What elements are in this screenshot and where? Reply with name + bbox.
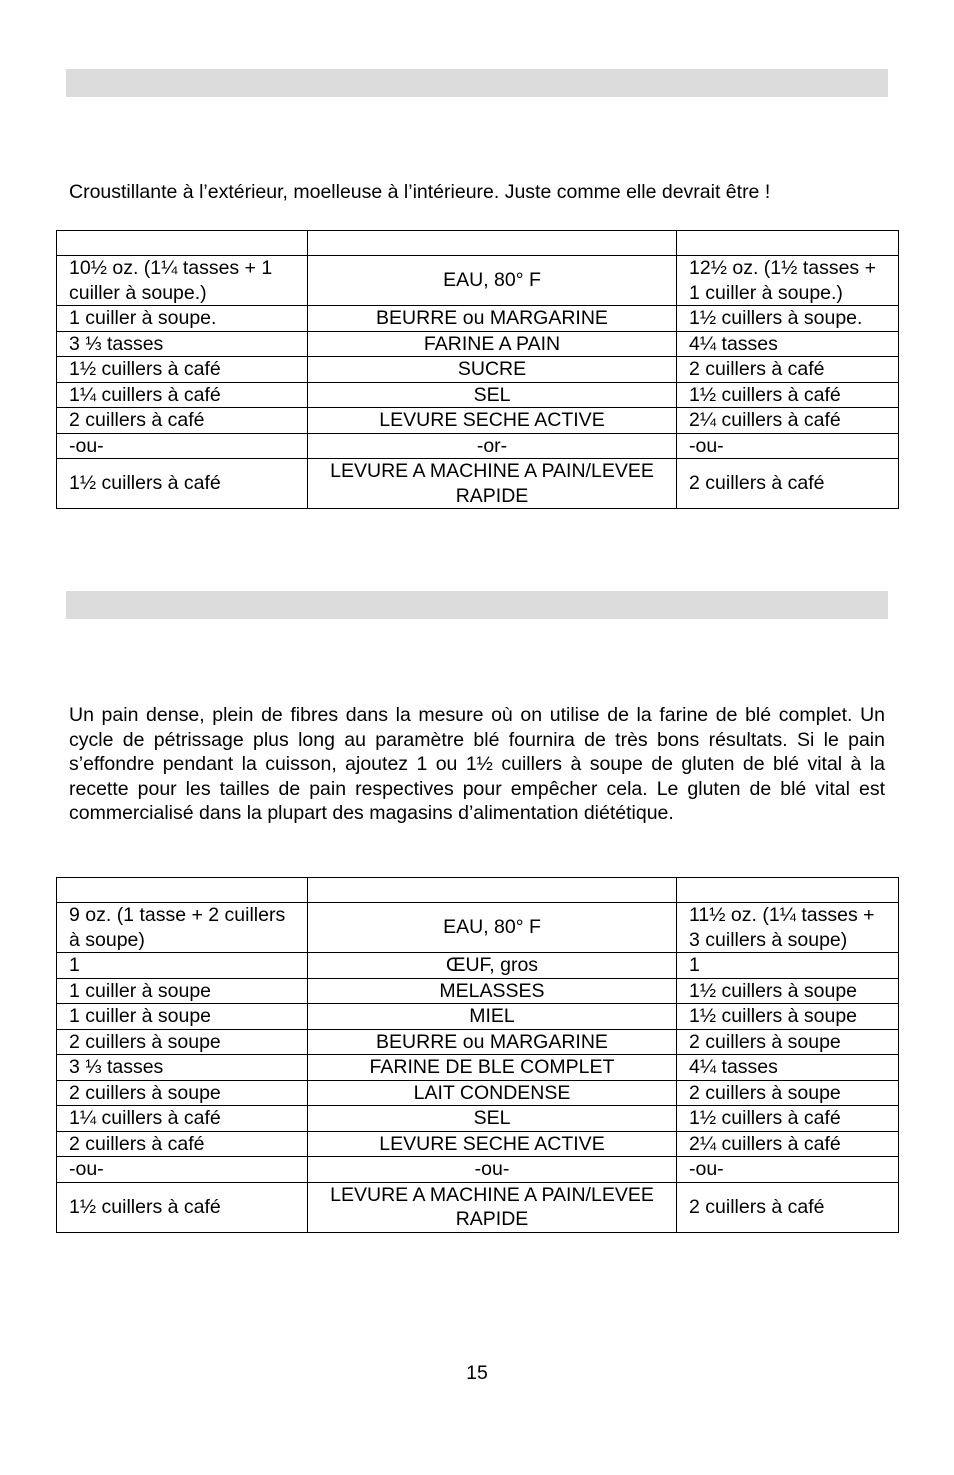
small-loaf-qty: 1½ cuillers à café — [57, 459, 308, 509]
large-loaf-qty: 12½ oz. (1½ tasses + 1 cuiller à soupe.) — [677, 256, 899, 306]
ingredient-name: LAIT CONDENSE — [308, 1080, 677, 1106]
small-loaf-qty: 1¼ cuillers à café — [57, 382, 308, 408]
header-cell-large — [677, 878, 899, 903]
large-loaf-qty: -ou- — [677, 433, 899, 459]
large-loaf-qty: 1½ cuillers à soupe. — [677, 306, 899, 332]
recipe-1-intro: Croustillante à l’extérieur, moelleuse à l’intérieure. Juste comme elle devrait être ! — [69, 181, 771, 203]
header-cell-large — [677, 231, 899, 256]
table-row — [57, 408, 899, 434]
table-row — [57, 953, 899, 979]
table-row — [57, 433, 899, 459]
ingredient-name: LEVURE A MACHINE A PAIN/LEVEE RAPIDE — [308, 1182, 677, 1232]
table-row — [57, 382, 899, 408]
small-loaf-qty: 1 — [57, 953, 308, 979]
table-row — [57, 1157, 899, 1183]
large-loaf-qty: 4¼ tasses — [677, 331, 899, 357]
small-loaf-qty: 1 cuiller à soupe. — [57, 306, 308, 332]
small-loaf-qty: 3 ⅓ tasses — [57, 1055, 308, 1081]
table-row — [57, 903, 899, 953]
ingredient-name: -ou- — [308, 1157, 677, 1183]
table-row — [57, 1055, 899, 1081]
table-row — [57, 256, 899, 306]
section-title-band-2 — [66, 591, 888, 619]
ingredient-name: MIEL — [308, 1004, 677, 1030]
large-loaf-qty: 1½ cuillers à café — [677, 382, 899, 408]
ingredient-name: BEURRE ou MARGARINE — [308, 306, 677, 332]
table-row — [57, 978, 899, 1004]
small-loaf-qty: 2 cuillers à soupe — [57, 1080, 308, 1106]
ingredient-name: FARINE DE BLE COMPLET — [308, 1055, 677, 1081]
ingredient-name: LEVURE SECHE ACTIVE — [308, 408, 677, 434]
small-loaf-qty: 2 cuillers à soupe — [57, 1029, 308, 1055]
large-loaf-qty: 1½ cuillers à soupe — [677, 978, 899, 1004]
table-row — [57, 306, 899, 332]
header-cell-ingredient — [308, 231, 677, 256]
ingredient-name: SEL — [308, 1106, 677, 1132]
table-row — [57, 1080, 899, 1106]
small-loaf-qty: 1 cuiller à soupe — [57, 1004, 308, 1030]
header-cell-small — [57, 878, 308, 903]
ingredient-name: SUCRE — [308, 357, 677, 383]
large-loaf-qty: 2 cuillers à soupe — [677, 1029, 899, 1055]
small-loaf-qty: 10½ oz. (1¼ tasses + 1 cuiller à soupe.) — [57, 256, 308, 306]
recipe-2-ingredient-table — [56, 877, 899, 1233]
ingredient-name: LEVURE A MACHINE A PAIN/LEVEE RAPIDE — [308, 459, 677, 509]
table-header-row — [57, 878, 899, 903]
large-loaf-qty: 2¼ cuillers à café — [677, 408, 899, 434]
recipe-2-intro: Un pain dense, plein de fibres dans la mesure où on utilise de la farine de blé complet. Un cycle de pétrissage plus long au paramètre blé fournira de très bons résultats. Si le pain s’effondre pendant la cuisson, ajoutez 1 ou 1½ cuillers à soupe de gluten de blé vital à la recette pour les tailles de pain respectives pour empêcher cela. Le gluten de blé vital est commercialisé dans la plupart des magasins d’alimentation diététique. — [69, 704, 885, 824]
ingredient-name: EAU, 80° F — [308, 256, 677, 306]
large-loaf-qty: 1½ cuillers à café — [677, 1106, 899, 1132]
ingredient-name: FARINE A PAIN — [308, 331, 677, 357]
large-loaf-qty: 1 — [677, 953, 899, 979]
small-loaf-qty: -ou- — [57, 433, 308, 459]
ingredient-name: ŒUF, gros — [308, 953, 677, 979]
table-header-row — [57, 231, 899, 256]
header-cell-ingredient — [308, 878, 677, 903]
page-number: 15 — [466, 1362, 488, 1384]
small-loaf-qty: 2 cuillers à café — [57, 408, 308, 434]
large-loaf-qty: 2 cuillers à café — [677, 459, 899, 509]
table-row — [57, 1004, 899, 1030]
header-cell-small — [57, 231, 308, 256]
large-loaf-qty: 2 cuillers à soupe — [677, 1080, 899, 1106]
small-loaf-qty: 1 cuiller à soupe — [57, 978, 308, 1004]
table-row — [57, 1029, 899, 1055]
ingredient-name: LEVURE SECHE ACTIVE — [308, 1131, 677, 1157]
small-loaf-qty: 1¼ cuillers à café — [57, 1106, 308, 1132]
ingredient-name: -or- — [308, 433, 677, 459]
ingredient-name: BEURRE ou MARGARINE — [308, 1029, 677, 1055]
table-row — [57, 357, 899, 383]
large-loaf-qty: 1½ cuillers à soupe — [677, 1004, 899, 1030]
table-row — [57, 1106, 899, 1132]
table-row — [57, 1131, 899, 1157]
small-loaf-qty: 1½ cuillers à café — [57, 1182, 308, 1232]
table-row — [57, 459, 899, 509]
small-loaf-qty: 3 ⅓ tasses — [57, 331, 308, 357]
large-loaf-qty: -ou- — [677, 1157, 899, 1183]
table-row — [57, 1182, 899, 1232]
ingredient-name: MELASSES — [308, 978, 677, 1004]
table-row — [57, 331, 899, 357]
ingredient-name: EAU, 80° F — [308, 903, 677, 953]
small-loaf-qty: 2 cuillers à café — [57, 1131, 308, 1157]
ingredient-name: SEL — [308, 382, 677, 408]
large-loaf-qty: 2 cuillers à café — [677, 1182, 899, 1232]
recipe-1-ingredient-table — [56, 230, 899, 509]
small-loaf-qty: 1½ cuillers à café — [57, 357, 308, 383]
large-loaf-qty: 2¼ cuillers à café — [677, 1131, 899, 1157]
large-loaf-qty: 4¼ tasses — [677, 1055, 899, 1081]
section-title-band-1 — [66, 69, 888, 97]
small-loaf-qty: -ou- — [57, 1157, 308, 1183]
small-loaf-qty: 9 oz. (1 tasse + 2 cuillers à soupe) — [57, 903, 308, 953]
large-loaf-qty: 2 cuillers à café — [677, 357, 899, 383]
large-loaf-qty: 11½ oz. (1¼ tasses + 3 cuillers à soupe) — [677, 903, 899, 953]
